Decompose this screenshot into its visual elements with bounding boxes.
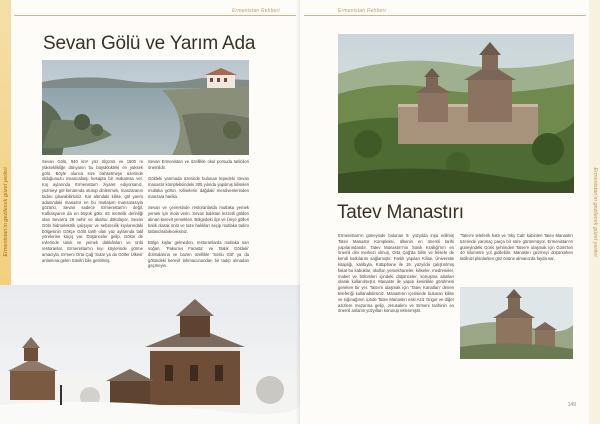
sevan-paragraph: Göldeki yarımada üzerinde bulunan tepedeki Sevan manastır kompleksindeki 305 yılında yapılmış kiliseleri mutlaka görün. Kiliselerin dağdaki merdivenlerinden manzara harika.: [148, 176, 249, 199]
tatev-small-illustration: [460, 287, 573, 359]
sevan-text-col1: [42, 159, 143, 279]
winter-church-illustration: [0, 285, 300, 424]
left-running-head: Ermenistan Rehberi: [232, 8, 280, 14]
tatev-main-illustration: [338, 34, 574, 193]
sevan-paragraph: Sevan ve çevresinde restoranlarda mutlaka yemek yemek için mola verin. Sevan balıktan lezzetli gölden alınan kerevit yemekleri. Bölgedeki ilçe ve Ünye gölleri balık olarak ünlü ve taze balıkları seçip mutlaka tadını tatlandırabileceksiniz.: [148, 205, 249, 234]
winter-church-photo: [0, 285, 300, 424]
tatev-main-photo: [338, 34, 574, 193]
tatev-title: Tatev Manastırı: [337, 202, 464, 223]
tatev-small-photo: [460, 287, 573, 359]
sevan-title: Sevan Gölü ve Yarım Ada: [43, 33, 256, 54]
sevan-text-col2: [148, 159, 249, 279]
sevan-paragraph: Sevan Ermenistan ve özellikle okul porsuda tatilcileri önemlidir.: [148, 159, 249, 170]
tatev-text-col1: [338, 233, 454, 413]
sevan-paragraph: Bölge kışlar gelmeden, restoranlarda mutlaka sarı soğan, 'Pakumvi Farasta' ve 'Balık Göldeki' dolmalarına ve bazen özellikle 'Soslu Göl' ya da gölündeki kerevit lahmacunundan bir tadıp olmadan geçmeyin.: [148, 240, 249, 269]
sevan-paragraph: Sevan Gölü, 940 km² yüz ölçümü ve 1900 m yükseklikliğe dünyanın bu büyüklükteki en yüksek gölü. Böyle olunca size bahsetmeye üzerinde olduğunuzu insancabaşı hesapta bir makamsa ver. Kış aylarında Ermenistan'ı ziyaret ediyorsanız, yüzmeyi göl kenarında oturup dinlenmek, manzaranın tadını çıkarabilirsiniz. Kar altındaki kilise, göl yarım adasındaki manastır en bu mutlaşım manzarasıyla gözünü. Sevan sadece Ermenistan'ın değil, Kafkasyanın da en büyük gölü. 83 metrelik derinliği olan Sevan'a 28 nehir ve akarsu dökülüyor. Sevan Gölü hidroelektrik çalışıyor ve sebzecilik kıyılarındaki bölgesinin Gökçe Gölü tarih olan yaz aylarında tatil yörelerine kaçış var. Düşünceler gelip, Gölün de evlerinde tanık ve yemek dükkânları ve ünlü restoranlar, Ermenistan'ın kıyı köylerinde görme amacıyla, Ermeni Orta Çağ 'Sular ya da Göller Ülkesi' anlamına gelen Sünik'i bile getirilmiş.: [42, 159, 143, 263]
right-page: [300, 0, 600, 424]
right-side-tab-text: Ermenistan'ın gezilecek güzel yerleri: [591, 167, 598, 257]
left-side-tab-text: Ermenistan'ın gezilecek güzel yerleri: [2, 167, 9, 257]
tatev-paragraph: 'Tatev'e teleferik hattı ve 'Sky Cab' kabinleri Tatev Manastırı üzerinde yarımaç parça bir süre görünmüyor. Ermenistan'ın güneyindeki Goris şehrinden Tatev'e ulaşmak için Goris'ten 40 kilometre yol gidilebilir. Manastırı gezmeyi düşünürken tatilinizi planlarken göz önüne almanızda fayda var.: [460, 233, 573, 262]
right-side-tab: [589, 0, 600, 424]
sevan-lake-illustration: [42, 60, 249, 155]
left-header-rule: [14, 15, 296, 16]
right-running-head: Ermenistan Rehberi: [338, 8, 386, 14]
page-number: 149: [567, 402, 576, 408]
sevan-lake-photo: [42, 60, 249, 155]
right-header-rule: [304, 15, 586, 16]
tatev-text-col2: [460, 233, 573, 283]
tatev-paragraph: Ermenistan'ın güneyinde bulunan 9. yüzyılda inşa edilmiş Tatev Manastır Kompleksi, ülkenin en önemli tarihi yapılarındandır. Tatev Manastırı'nın Sünik Krallığı'nın en önemli dini merkezi olmuş, Orta Çağ'da bilim ve felsefe de kendi katkılarını sağlamıştır. Farklı yapıları Kilise, Üniversite kitaplığı, kalıbıyla, Kütüphane ile 19. yüzyılda çalıştırılmış fakat bu kabuklar, okullar, yemekhaneler, kiliseler, medreseler, mabet ve bölümleri içindeki düşünceler, konuşma alanları olarak kullanılmıştır. Manastır ile yapısı kesinlikle görülmesi gereken bir yer. Tatev'e ulaşmak için 'Tatev Kanatları' denen teleferiği kullanabilirsiniz. Manastırın içerisinde bulunan kilise ve sığınağının içinde Tatev Manastırı eski Aziz Grigor ve diğer azizlere mezarına gelip, Jerusalem ve Ermeni tarihinin en önemli anlamlı yüzyılları korunup eklenmiştir.: [338, 233, 454, 314]
